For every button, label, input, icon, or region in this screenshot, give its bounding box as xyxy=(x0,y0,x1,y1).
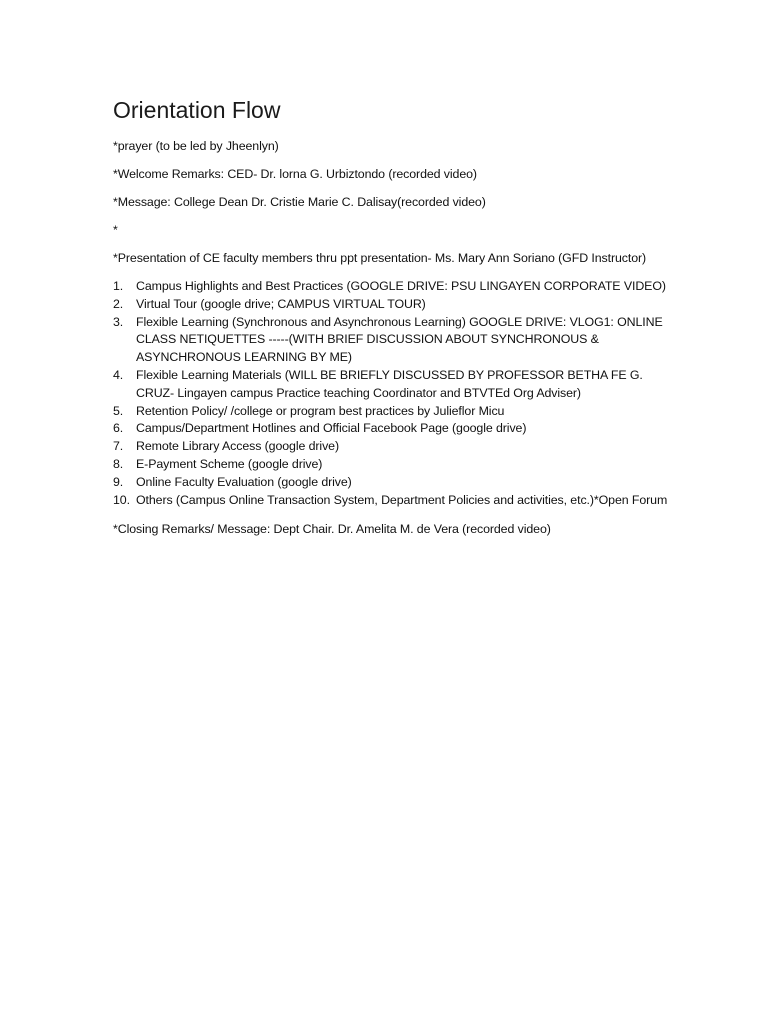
list-item-number: 10. xyxy=(113,492,130,507)
list-item xyxy=(113,438,673,456)
list-item-number: 1. xyxy=(113,279,124,293)
message-line: *Message: College Dean Dr. Cristie Marie C. Dalisay(recorded video) xyxy=(113,195,486,209)
document-title: Orientation Flow xyxy=(113,97,281,123)
list-item xyxy=(113,456,673,474)
document-page xyxy=(113,96,673,549)
asterisk-line: * xyxy=(113,223,118,237)
list-item-text: Remote Library Access (google drive) xyxy=(136,439,339,454)
list-item-text: Flexible Learning Materials (WILL BE BRIEFLY DISCUSSED BY PROFESSOR BETHA FE G. CRUZ- Lingayen campus Practice teaching Coordinator and BTVTEd Org Adviser) xyxy=(136,367,643,400)
agenda-list xyxy=(113,278,673,509)
list-item xyxy=(113,420,673,438)
list-item-number: 4. xyxy=(113,367,124,382)
list-item xyxy=(113,492,673,510)
list-item-text: Campus/Department Hotlines and Official Facebook Page (google drive) xyxy=(136,421,527,436)
list-item-text: Others (Campus Online Transaction System, Department Policies and activities, etc.)*Open Forum xyxy=(136,492,668,507)
list-item-text: E-Payment Scheme (google drive) xyxy=(136,456,323,471)
list-item xyxy=(113,296,673,314)
list-item-number: 3. xyxy=(113,314,124,329)
list-item-number: 8. xyxy=(113,456,124,471)
list-item-number: 9. xyxy=(113,474,124,489)
list-item-text: Retention Policy/ /college or program best practices by Julieflor Micu xyxy=(136,403,505,418)
prayer-line: *prayer (to be led by Jheenlyn) xyxy=(113,139,279,153)
list-item-text: Virtual Tour (google drive; CAMPUS VIRTUAL TOUR) xyxy=(136,296,426,311)
list-item xyxy=(113,278,673,296)
list-item-number: 6. xyxy=(113,421,124,436)
list-item-text: Online Faculty Evaluation (google drive) xyxy=(136,474,352,489)
list-item-text: Flexible Learning (Synchronous and Asynchronous Learning) GOOGLE DRIVE: VLOG1: ONLINE CLASS NETIQUETTES -----(WITH BRIEF DISCUSSION ABOUT SYNCHRONOUS & ASYNCHRONOUS LEARNING BY ME) xyxy=(136,314,663,365)
closing-remarks-line: *Closing Remarks/ Message: Dept Chair. Dr. Amelita M. de Vera (recorded video) xyxy=(113,522,551,537)
list-item xyxy=(113,367,673,403)
list-item-number: 5. xyxy=(113,403,124,418)
presentation-line: *Presentation of CE faculty members thru ppt presentation- Ms. Mary Ann Soriano (GFD Instructor) xyxy=(113,251,647,265)
list-item-number: 7. xyxy=(113,439,124,454)
welcome-remarks-line: *Welcome Remarks: CED- Dr. lorna G. Urbiztondo (recorded video) xyxy=(113,167,477,181)
list-item-number: 2. xyxy=(113,296,124,311)
list-item xyxy=(113,403,673,421)
list-item xyxy=(113,314,673,367)
list-item xyxy=(113,474,673,492)
list-item-text: Campus Highlights and Best Practices (GOOGLE DRIVE: PSU LINGAYEN CORPORATE VIDEO) xyxy=(136,279,666,293)
